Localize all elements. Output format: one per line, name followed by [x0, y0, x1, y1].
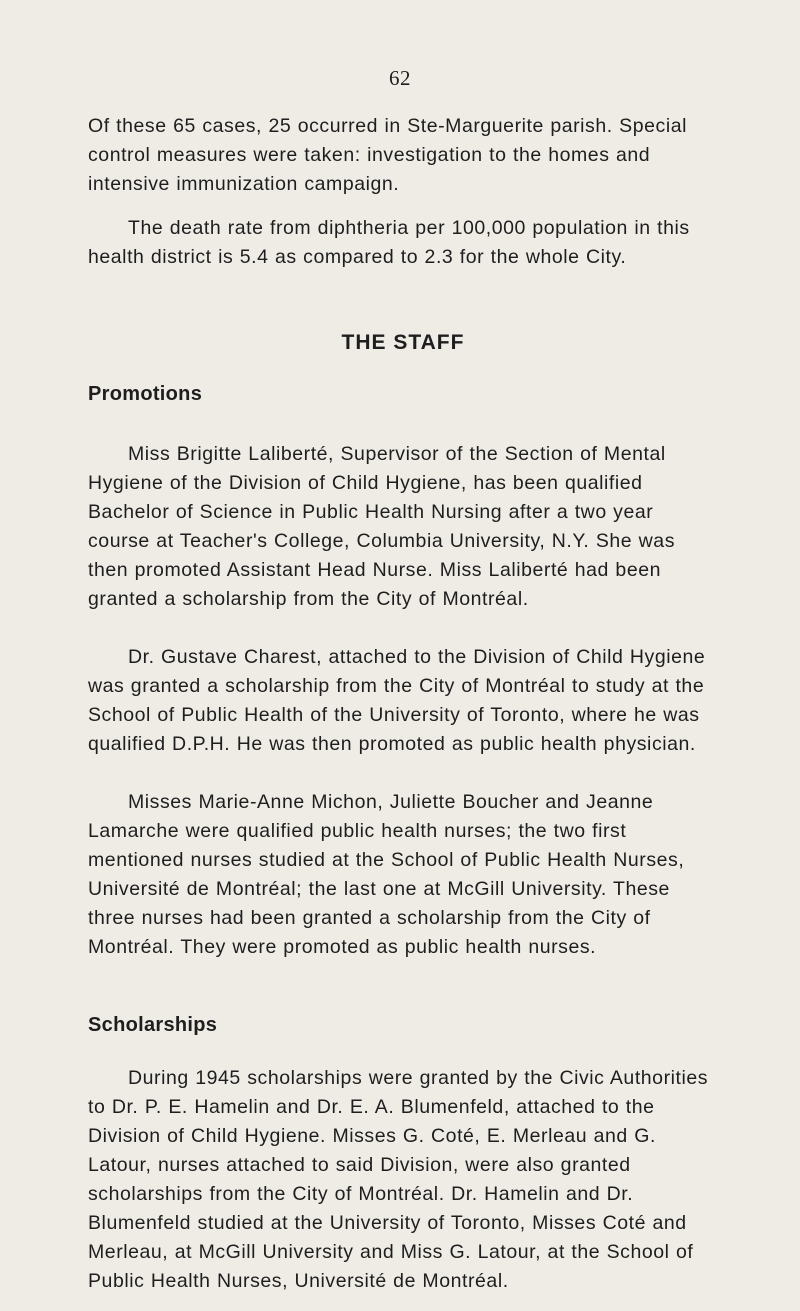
intro-paragraph-2: The death rate from diphtheria per 100,000 population in this health district is 5.4 as compared to 2.3 for the whole City. [88, 217, 690, 268]
scholarships-paragraph-1: During 1945 scholarships were granted by the Civic Authorities to Dr. P. E. Hamelin and Dr. E. A. Blumenfeld, attached to the Division of Child Hygiene. Misses G. Coté, E. Merleau and G. Latour, nurses attached to said Division, were also granted scholarships from the City of Montréal. Dr. Hamelin and Dr. Blumenfeld studied at the University of Toronto, Misses Coté and Merleau, at McGill University and Miss G. Latour, at the School of Public Health Nurses, Université de Montréal. [88, 1067, 709, 1292]
promotions-paragraph-2: Dr. Gustave Charest, attached to the Division of Child Hygiene was granted a scholarship from the City of Montréal to study at the School of Public Health of the University of Toronto, where he was qualified D.P.H. He was then promoted as public health physician. [88, 646, 706, 755]
page-content [88, 112, 718, 1296]
promotions-paragraph-3: Misses Marie-Anne Michon, Juliette Boucher and Jeanne Lamarche were qualified public health nurses; the two first mentioned nurses studied at the School of Public Health Nurses, Université de Montréal; the last one at McGill University. These three nurses had been granted a scholarship from the City of Montréal. They were promoted as public health nurses. [88, 791, 685, 958]
page-number: 62 [389, 66, 411, 90]
section-title-staff: THE STAFF [341, 331, 465, 354]
subheading-promotions: Promotions [88, 383, 203, 405]
intro-paragraph-1: Of these 65 cases, 25 occurred in Ste-Marguerite parish. Special control measures were taken: investigation to the homes and intensive immunization campaign. [88, 115, 687, 195]
subheading-scholarships: Scholarships [88, 1014, 218, 1036]
promotions-paragraph-1: Miss Brigitte Laliberté, Supervisor of the Section of Mental Hygiene of the Division of Child Hygiene, has been qualified Bachelor of Science in Public Health Nursing after a two year course at Teacher's College, Columbia University, N.Y. She was then promoted Assistant Head Nurse. Miss Laliberté had been granted a scholarship from the City of Montréal. [88, 443, 675, 610]
